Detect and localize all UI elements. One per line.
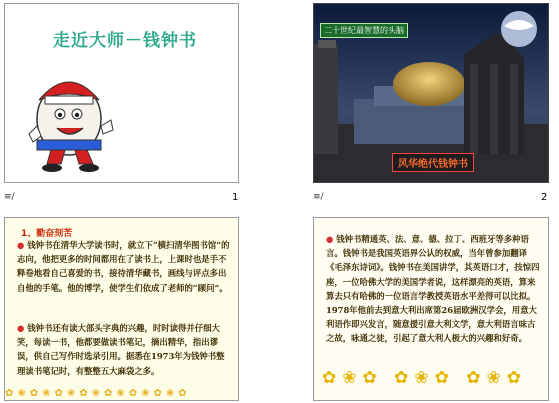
decorative-bees-flowers: ✿❀✿ ✿❀✿ ✿❀✿ (322, 368, 528, 388)
decorative-border-flowers: ✿❀✿❀✿❀✿❀✿❀✿❀✿❀✿ (5, 388, 191, 399)
slide-4-thumbnail[interactable] (313, 217, 549, 401)
paragraph-2 (17, 321, 231, 378)
paragraph-1 (326, 232, 540, 346)
bullet-icon: ● (17, 240, 28, 250)
slide-3-thumbnail[interactable] (4, 217, 239, 401)
paragraph-text: 钱钟书还有读大部头字典的兴趣，时时读得并仔细大笑，每读一书，他都要做读书笔记，摘出精华，指出谬误，供自己写作时选录引用。据悉在1973年为钱钟书整理读书笔记时，有整整五大麻袋之多。 (17, 323, 225, 376)
humpty-egg-clipart (27, 56, 122, 176)
bullet-icon: ● (326, 234, 337, 244)
paragraph-text: 钱钟书精通英、法、意、德、拉丁、西班牙等多种语言。钱钟书是我国英语界公认的权威，当年曾参加翻译《毛泽东诗词》。钱钟书在美国讲学，其英语口才，技惊四座，一位哈佛大学的美国学者说，这样漂亮的英语，算来算去只有哈佛的一位语言学教授英语水平差得可以比拟。1978年他前去到意大利出席第26届欧洲汉学会，用意大利语作即兴发言，随意援引意大利文学，意大利语言味古之故，咏通之徒，引起了意大利人极大的兴趣和好奇。 (326, 234, 540, 344)
paragraph-1 (17, 238, 231, 295)
slide-1-thumbnail[interactable] (4, 3, 239, 183)
slide-number: 2 (541, 192, 548, 203)
notes-icon: ≡/ (313, 192, 324, 202)
section-heading: 1、勤奋刻苦 (21, 229, 73, 239)
slide-caption: 风华绝代钱钟书 (392, 153, 474, 172)
bullet-icon: ● (17, 323, 28, 333)
slide-2-thumbnail[interactable] (313, 3, 549, 183)
banner-label: 二十世纪最智慧的头脑 (320, 23, 408, 38)
notes-icon: ≡/ (4, 192, 15, 202)
slide-title: 走近大师－钱钟书 (53, 31, 197, 51)
slide-number: 1 (232, 192, 239, 203)
paragraph-text: 钱钟书在清华大学读书时，就立下“横扫清华图书馆”的志向，他把更多的时间都用在了读书上，上课时也是手不释卷地看自己喜爱的书，接待清华藏书，画线与评点多出自他的手笔。他的博学，使学生们依成了老师的“顾问”。 (17, 240, 230, 293)
